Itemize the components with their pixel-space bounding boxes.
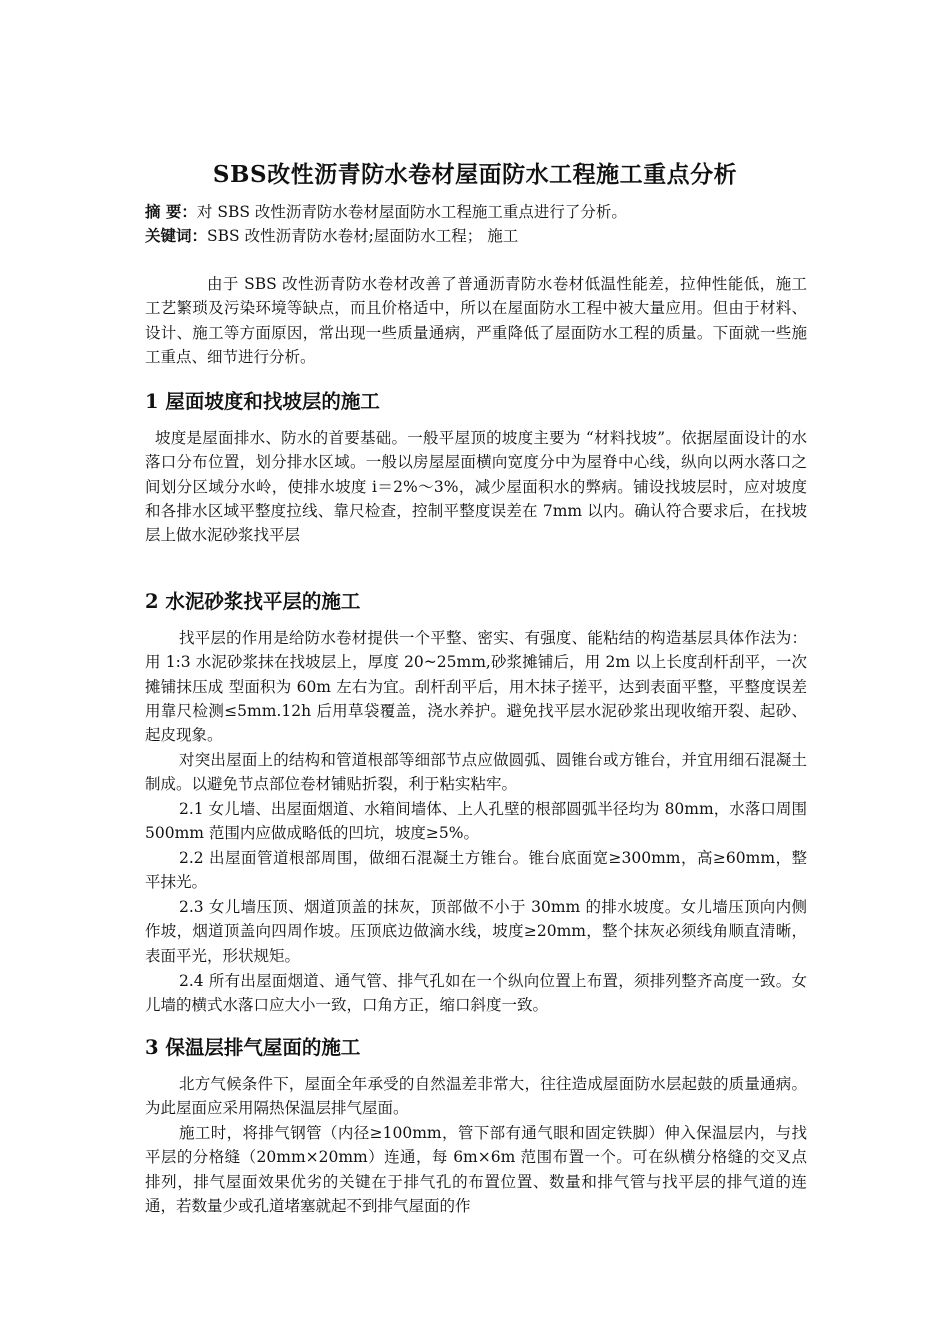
keywords-text: SBS 改性沥青防水卷材;屋面防水工程； 施工 — [207, 227, 519, 245]
section-2-paragraph-2: 对突出屋面上的结构和管道根部等细部节点应做圆弧、圆锥台或方锥台，并宜用细石混凝土制成。以避免节点部位卷材铺贴折裂，利于粘实粘牢。 — [145, 751, 807, 794]
section-1-heading: 1 屋面坡度和找坡层的施工 — [145, 390, 380, 413]
abstract-label: 摘 要： — [145, 202, 197, 221]
section-2-2-paragraph: 2.2 出屋面管道根部周围，做细石混凝土方锥台。锥台底面宽≥300mm，高≥60mm，整平抹光。 — [145, 849, 807, 892]
section-1-paragraph: 坡度是屋面排水、防水的首要基础。一般平屋顶的坡度主要为 “材料找坡”。依据屋面设计的水落口分布位置，划分排水区域。一般以房屋屋面横向宽度分中为屋脊中心线，纵向以两水落口之间划分区域分水岭，使排水坡度 i＝2%～3%，减少屋面积水的弊病。铺设找坡层时，应对坡度和各排水区域平整度拉线、靠尺检查，控制平整度误差在 7mm 以内。确认符合要求后，在找坡层上做水泥砂浆找平层 — [145, 429, 807, 545]
section-3-heading: 3 保温层排气屋面的施工 — [145, 1036, 361, 1059]
section-2-3-paragraph: 2.3 女儿墙压顶、烟道顶盖的抹灰，顶部做不小于 30mm 的排水坡度。女儿墙压顶向内侧作坡，烟道顶盖向四周作坡。压顶底边做滴水线，坡度≥20mm，整个抹灰必须线角顺直清晰，表面平光，形状规矩。 — [145, 898, 807, 965]
abstract-text: 对 SBS 改性沥青防水卷材屋面防水工程施工重点进行了分析。 — [196, 203, 627, 221]
intro-paragraph: 由于 SBS 改性沥青防水卷材改善了普通沥青防水卷材低温性能差，拉伸性能低，施工工艺繁琐及污染环境等缺点，而且价格适中，所以在屋面防水工程中被大量应用。但由于材料、设计、施工等方面原因，常出现一些质量通病，严重降低了屋面防水工程的质量。下面就一些施工重点、细节进行分析。 — [145, 275, 807, 366]
section-2-1-paragraph: 2.1 女儿墙、出屋面烟道、水箱间墙体、上人孔壁的根部圆弧半径均为 80mm，水落口周围 500mm 范围内应做成略低的凹坑，坡度≥5%。 — [145, 800, 807, 843]
keywords-label: 关键词： — [145, 226, 208, 245]
section-3-paragraph-2: 施工时，将排气钢管（内径≥100mm，管下部有通气眼和固定铁脚）伸入保温层内，与找平层的分格缝（20mm×20mm）连通，每 6m×6m 范围布置一个。可在纵横分格缝的交叉点排列，排气屋面效果优劣的关键在于排气孔的布置位置、数量和排气管与找平层的排气道的连通，若数量少或孔道堵塞就起不到排气屋面的作 — [145, 1124, 807, 1215]
section-2-4-paragraph: 2.4 所有出屋面烟道、通气管、排气孔如在一个纵向位置上布置，须排列整齐高度一致。女儿墙的横式水落口应大小一致，口角方正，缩口斜度一致。 — [145, 972, 807, 1015]
keywords-line — [145, 224, 815, 248]
section-3-paragraph-1: 北方气候条件下，屋面全年承受的自然温差非常大，往往造成屋面防水层起鼓的质量通病。为此屋面应采用隔热保温层排气屋面。 — [145, 1075, 807, 1118]
section-2-paragraph-1: 找平层的作用是给防水卷材提供一个平整、密实、有强度、能粘结的构造基层具体作法为：用 1:3 水泥砂浆抹在找坡层上，厚度 20~25mm,砂浆摊铺后，用 2m 以上长度刮杆刮平，一次摊铺抹压成 型面积为 60m 左右为宜。刮杆刮平后，用木抹子搓平，达到表面平整，平整度误差用靠尺检测≤5mm.12h 后用草袋覆盖，浇水养护。避免找平层水泥砂浆出现收缩开裂、起砂、起皮现象。 — [145, 629, 807, 745]
abstract-line — [145, 200, 815, 224]
document-title: SBS改性沥青防水卷材屋面防水工程施工重点分析 — [212, 161, 738, 188]
section-2-heading: 2 水泥砂浆找平层的施工 — [145, 590, 361, 613]
